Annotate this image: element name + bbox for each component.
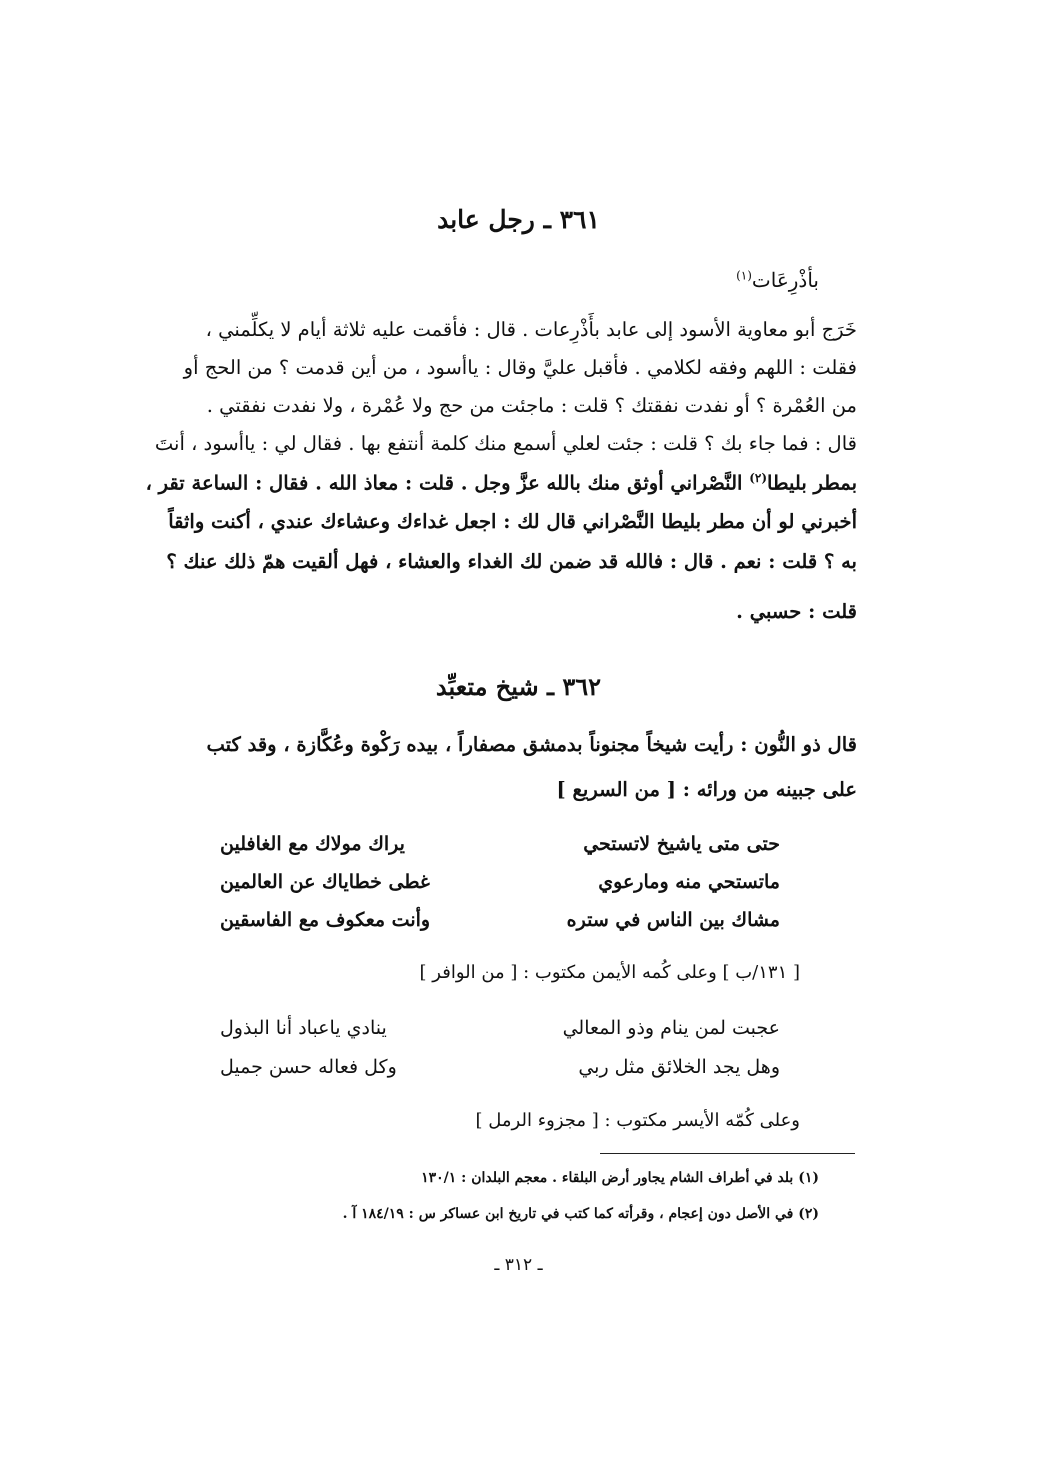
footnote-ref-1: (١) <box>736 268 752 283</box>
poem1-verse-3 <box>220 909 780 947</box>
bold-line-1-start: بمطر بليطا <box>767 471 857 495</box>
paragraph-line-1: خَرَج أبو معاوية الأسود إلى عابد بأَذْرِعات . قال : فأقمت عليه ثلاثة أيام لا يكلِّمني ، <box>205 318 857 341</box>
verse-hemistich-left: ينادي ياعباد أنا البذول <box>220 1017 387 1039</box>
paragraph-bold-line-2: أخبرني لو أن مطر بليطا النَّصْراني قال لك : اجعل غداءك وعشاءك عندي ، أكنت واثقاً <box>168 510 857 533</box>
footnote-divider <box>600 1153 855 1154</box>
verse-hemistich-right: وهل يجد الخلائق مثل ربي <box>578 1056 780 1078</box>
paragraph-line-4: قال : فما جاء بك ؟ قلت : جئت لعلي أسمع منك كلمة أنتفع بها . فقال لي : ياأسود ، أنتَ <box>154 432 857 455</box>
verse-hemistich-right: ماتستحي منه ومارعوي <box>598 871 780 893</box>
paragraph-bold-line-1 <box>145 471 857 495</box>
footnote-2: (٢) في الأصل دون إعجام ، وقرأته كما كتب في تاريخ ابن عساكر س : ١٨٤/١٩ آ . <box>342 1206 819 1222</box>
intro-line-1: قال ذو النُّون : رأيت شيخاً مجنوناً بدمشق مصفاراً ، بيده رَكْوة وعُكَّازة ، وقد كتب <box>206 733 857 756</box>
poem2-verse-1 <box>220 1017 780 1055</box>
verse-hemistich-right: عجبت لمن ينام وذو المعالي <box>562 1017 780 1039</box>
paragraph-bold-line-3: به ؟ قلت : نعم . قال : فالله قد ضمن لك الغداء والعشاء ، فهل ألقيت همّ ذلك عنك ؟ <box>166 550 857 573</box>
verse-hemistich-right: مشاك بين الناس في ستره <box>566 909 780 931</box>
verse-hemistich-left: وكل فعاله حسن جميل <box>220 1056 397 1078</box>
bold-line-1-end: النَّصْراني أوثق منك بالله عزَّ وجل . قلت : معاذ الله . فقال : الساعة تقر ، <box>145 471 750 495</box>
poem2-verse-2 <box>220 1056 780 1094</box>
poem1-verse-1 <box>220 833 780 871</box>
right-sleeve-caption: [ ١٣١/ب ] وعلى كُمه الأيمن مكتوب : [ من الوافر ] <box>419 962 800 983</box>
verse-hemistich-left: غطى خطاياك عن العالمين <box>220 871 430 893</box>
footnote-1: (١) بلد في أطراف الشام يجاور أرض البلقاء . معجم البلدان : ١٣٠/١ <box>421 1170 819 1186</box>
opening-word <box>736 268 819 292</box>
footnote-ref-2: (٢) <box>749 471 768 485</box>
section-title-361: ٣٦١ ـ رجل عابد <box>437 205 600 234</box>
opening-word-text: بأذْرِعَات <box>751 268 819 292</box>
paragraph-line-2: فقلت : اللهم وفقه لكلامي . فأقبل عليَّ وقال : ياأسود ، من أين قدمت ؟ من الحج أو <box>183 356 857 379</box>
verse-hemistich-right: حتى متى ياشيخ لاتستحي <box>583 833 780 855</box>
verse-hemistich-left: يراك مولاك مع الغافلين <box>220 833 405 855</box>
verse-hemistich-left: وأنت معكوف مع الفاسقين <box>220 909 431 931</box>
section-title-362: ٣٦٢ ـ شيخ متعبِّد <box>435 672 602 701</box>
intro-line-2: على جبينه من ورائه : [ من السريع ] <box>556 778 857 801</box>
poem1-verse-2 <box>220 871 780 909</box>
paragraph-line-3: من العُمْرة ؟ أو نفدت نفقتك ؟ قلت : ماجئت من حج ولا عُمْرة ، ولا نفدت نفقتي . <box>206 394 857 417</box>
page-number: ـ ٣١٢ ـ <box>494 1255 543 1275</box>
left-sleeve-caption: وعلى كُمّه الأيسر مكتوب : [ مجزوء الرمل ] <box>475 1110 800 1131</box>
paragraph-bold-line-4: قلت : حسبي . <box>736 600 857 623</box>
